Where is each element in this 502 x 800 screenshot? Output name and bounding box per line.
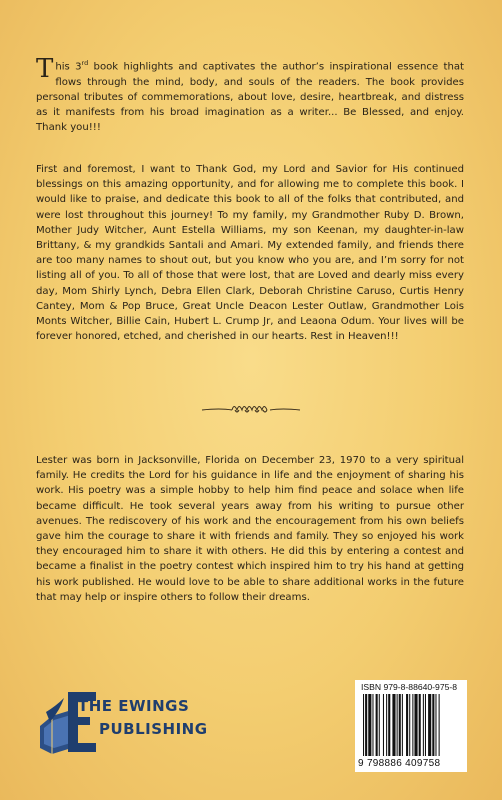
intro-paragraph bbox=[36, 56, 464, 135]
barcode-bar bbox=[392, 694, 395, 756]
barcode-bar bbox=[379, 694, 380, 756]
barcode-bar bbox=[397, 694, 398, 756]
barcode-bar bbox=[439, 694, 440, 756]
intro-ordinal: rd bbox=[81, 59, 89, 67]
barcode-bar bbox=[368, 694, 371, 756]
barcode-bar bbox=[406, 694, 408, 756]
flourish-ornament-icon bbox=[200, 398, 302, 418]
barcode-bar bbox=[399, 694, 401, 756]
barcode-bar bbox=[428, 694, 431, 756]
publisher-name-line2: PUBLISHING bbox=[99, 720, 208, 738]
barcode-bar bbox=[419, 694, 421, 756]
isbn-barcode bbox=[355, 680, 467, 772]
barcode-bar bbox=[383, 694, 384, 756]
barcode-bar bbox=[432, 694, 434, 756]
barcode-number: 9 798886 409758 bbox=[358, 758, 441, 769]
barcode-bar bbox=[425, 694, 426, 756]
barcode-bar bbox=[435, 694, 436, 756]
dedication-paragraph: First and foremost, I want to Thank God, my Lord and Savior for His continued blessings on this amazing opportunity, and for allowing me to complete this book. I would like to praise, and dedicate this book to all of the folks that contributed, and were lost throughout this journey! To my family, my Grandmother Ruby D. Brown, Mother Judy Witcher, Aunt Estella Williams, my son Keenan, my daughter-in-law Brittany, & my grandkids Santali and Amari. My extended family, and friends there are too many names to shout out, but you know who you are, and I’m sorry for not listing all of you. To all of those that were lost, that are Loved and dearly miss every day, Mom Shirly Lynch, Debra Ellen Clark, Deborah Christine Caruso, Curtis Henry Cantey, Mom & Pop Bruce, Great Uncle Deacon Lester Outlaw, Grandmother Lois Monts Witcher, Billie Cain, Hubert L. Crump Jr, and Leaona Odum. Your lives will be forever honored, etched, and cherished in our hearts. Rest in Heaven!!! bbox=[36, 164, 464, 343]
barcode-bar bbox=[423, 694, 424, 756]
barcode-bars bbox=[363, 694, 463, 756]
barcode-bar bbox=[376, 694, 378, 756]
barcode-bar bbox=[386, 694, 387, 756]
barcode-bar bbox=[409, 694, 410, 756]
barcode-bar bbox=[363, 694, 364, 756]
drop-cap: T bbox=[36, 54, 54, 84]
barcode-bar bbox=[365, 694, 367, 756]
intro-text-start: his 3 bbox=[55, 61, 82, 73]
barcode-bar bbox=[388, 694, 390, 756]
isbn-label: ISBN 979-8-88640-975-8 bbox=[361, 682, 458, 692]
author-bio-paragraph: Lester was born in Jacksonville, Florida on December 23, 1970 to a very spiritual family. He credits the Lord for his guidance in life and the enjoyment of sharing his work. His poetry was a simple hobby to help him find peace and solace when life became difficult. He took several years away from his writing to pursue other avenues. The rediscovery of his work and the encouragement from his own beliefs gave him the courage to share it with friends and family. They so enjoyed his work they encouraged him to share it with others. He did this by entering a contest and became a finalist in the poetry contest which inspired him to try his hand at getting his work published. He would love to be able to share additional works in the future that may help or inspire others to follow their dreams. bbox=[36, 455, 464, 603]
barcode-bar bbox=[414, 694, 417, 756]
barcode-bar bbox=[402, 694, 403, 756]
barcode-bar bbox=[412, 694, 413, 756]
intro-text-rest: book highlights and captivates the author’s inspirational essence that flows through the mind, body, and souls of the readers. The book provides personal tributes of commemorations, about love, desire, heartbreak, and distress as it manifests from his broad imagination as a writer... Be Blessed, and enjoy. Thank you!!! bbox=[36, 61, 464, 134]
barcode-bar bbox=[372, 694, 373, 756]
publisher-name-line1: THE EWINGS bbox=[78, 697, 190, 715]
